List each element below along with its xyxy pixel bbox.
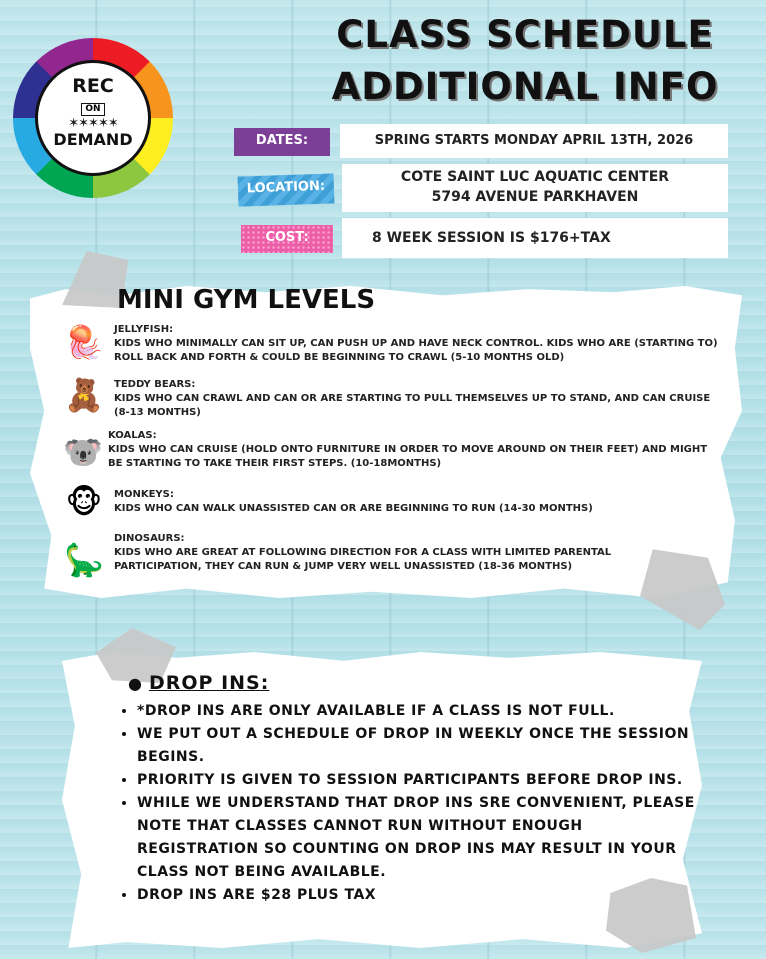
teddy-bear-icon: 🧸 [64, 376, 104, 414]
level-name: DINOSAURS: [114, 533, 185, 544]
level-monkeys [114, 488, 714, 516]
location-value [342, 164, 728, 212]
logo-on-text: ON [81, 103, 104, 116]
dropins-title [128, 672, 269, 694]
mini-gym-levels-title: MINI GYM LEVELS [117, 285, 376, 315]
list-item: • WE PUT OUT A SCHEDULE OF DROP IN WEEKLY ONCE THE SESSION BEGINS. [137, 723, 697, 769]
page-title-line2: ADDITIONAL INFO [331, 65, 719, 108]
level-jellyfish [114, 323, 739, 365]
location-label: LOCATION: [238, 173, 335, 206]
dropins-list [115, 700, 697, 907]
list-item: • *DROP INS ARE ONLY AVAILABLE IF A CLASS IS NOT FULL. [137, 700, 697, 723]
level-name: TEDDY BEARS: [114, 379, 196, 390]
level-name: JELLYFISH: [114, 324, 174, 335]
bullet-icon: ● [128, 674, 143, 693]
level-dinosaurs [114, 532, 654, 574]
location-line2: 5794 AVENUE PARKHAVEN [431, 189, 639, 205]
level-name: MONKEYS: [114, 489, 174, 500]
page-title-line1: CLASS SCHEDULE [336, 13, 714, 56]
level-desc: KIDS WHO ARE GREAT AT FOLLOWING DIRECTION FOR A CLASS WITH LIMITED PARENTAL PARTICIPATION, THEY CAN RUN & JUMP VERY WELL UNASSISTED (18-36 MONTHS) [114, 547, 612, 572]
jellyfish-icon: 🪼 [64, 323, 104, 361]
level-teddy-bears [114, 378, 714, 420]
level-desc: KIDS WHO CAN CRAWL AND CAN OR ARE STARTING TO PULL THEMSELVES UP TO STAND, AND CAN CRUISE (8-13 MONTHS) [114, 393, 711, 418]
list-item: • PRIORITY IS GIVEN TO SESSION PARTICIPANTS BEFORE DROP INS. [137, 769, 697, 792]
dates-value: SPRING STARTS MONDAY APRIL 13TH, 2026 [340, 124, 728, 158]
rec-on-demand-logo [13, 38, 173, 198]
level-desc: KIDS WHO CAN CRUISE (HOLD ONTO FURNITURE IN ORDER TO MOVE AROUND ON THEIR FEET) AND MIGHT BE STARTING TO TAKE THEIR FIRST STEPS. (10-18MONTHS) [108, 444, 708, 469]
list-item: • DROP INS ARE $28 PLUS TAX [137, 884, 697, 907]
level-desc: KIDS WHO CAN WALK UNASSISTED CAN OR ARE BEGINNING TO RUN (14-30 MONTHS) [114, 503, 593, 514]
list-item: • WHILE WE UNDERSTAND THAT DROP INS SRE CONVENIENT, PLEASE NOTE THAT CLASSES CANNOT RUN WITHOUT ENOUGH REGISTRATION SO COUNTING ON DROP INS MAY RESULT IN YOUR CLASS NOT BEING AVAILABLE. [137, 792, 697, 884]
level-koalas [108, 429, 708, 471]
logo-rec-text: REC [72, 75, 114, 97]
dinosaur-icon: 🦕 [64, 541, 104, 579]
koala-icon: 🐨 [63, 433, 103, 471]
logo-center [35, 60, 151, 176]
level-desc: KIDS WHO MINIMALLY CAN SIT UP, CAN PUSH UP AND HAVE NECK CONTROL. KIDS WHO ARE (STARTING TO) ROLL BACK AND FORTH & COULD BE BEGINNING TO CRAWL (5-10 MONTHS OLD) [114, 338, 718, 363]
cost-label: COST: [241, 225, 333, 253]
location-line1: COTE SAINT LUC AQUATIC CENTER [400, 169, 670, 185]
logo-demand-text: DEMAND [53, 130, 133, 149]
cost-value: 8 WEEK SESSION IS $176+TAX [342, 218, 728, 258]
monkey-icon: 🐵 [65, 483, 103, 521]
dates-label: DATES: [234, 128, 330, 156]
level-name: KOALAS: [108, 430, 157, 441]
kids-figures-icon: ✶✶✶✶✶ [68, 116, 118, 131]
dropins-title-text: DROP INS: [148, 672, 270, 694]
